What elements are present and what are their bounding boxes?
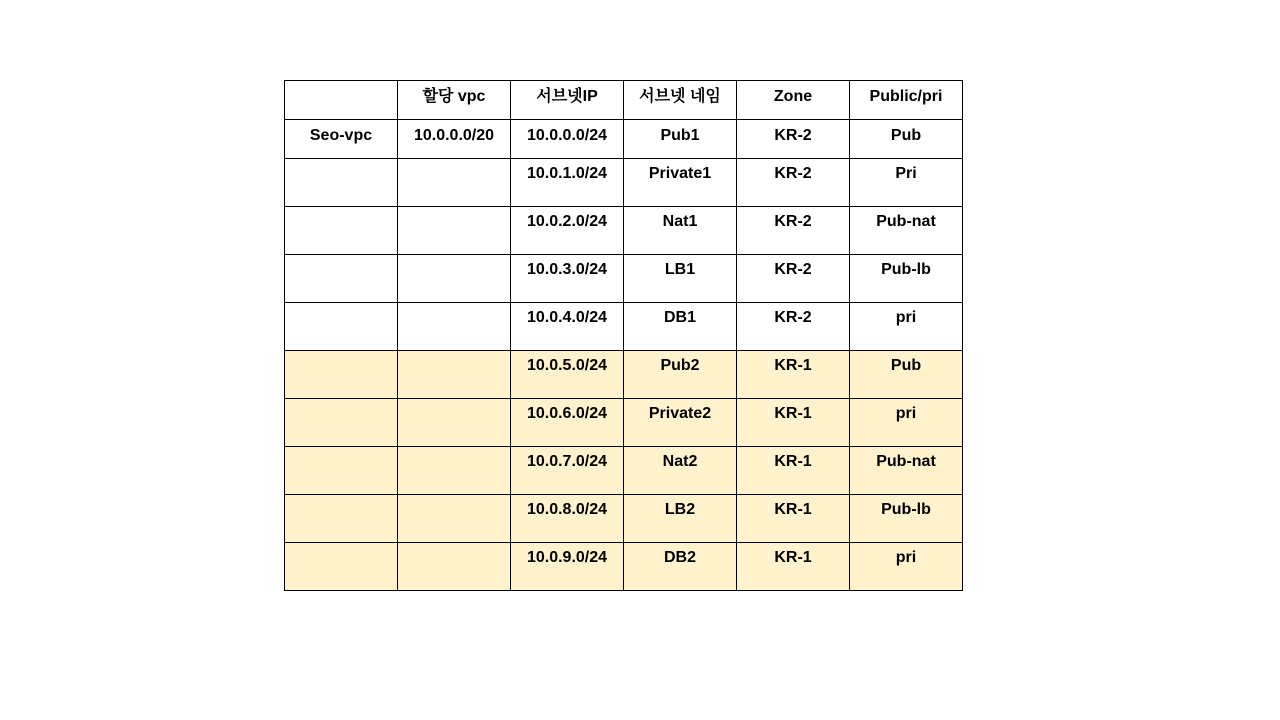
table-cell-vpc-name bbox=[285, 255, 398, 303]
table-cell-vpc-name bbox=[285, 543, 398, 591]
table-cell-public-pri: Pub-nat bbox=[850, 207, 963, 255]
table-cell-zone: KR-1 bbox=[737, 447, 850, 495]
table-cell-public-pri: pri bbox=[850, 303, 963, 351]
table-cell-subnet-name: Pub1 bbox=[624, 120, 737, 159]
table-cell-vpc-cidr bbox=[398, 351, 511, 399]
table-cell-vpc-cidr bbox=[398, 447, 511, 495]
table-row-highlighted bbox=[285, 351, 963, 399]
header-cell-subnet-name: 서브넷 네임 bbox=[624, 81, 737, 120]
table-cell-public-pri: Pub bbox=[850, 120, 963, 159]
table-cell-vpc-name: Seo-vpc bbox=[285, 120, 398, 159]
table-cell-subnet-name: DB1 bbox=[624, 303, 737, 351]
table-cell-public-pri: Pri bbox=[850, 159, 963, 207]
table-cell-public-pri: pri bbox=[850, 543, 963, 591]
table-cell-vpc-name bbox=[285, 207, 398, 255]
table-cell-subnet-ip: 10.0.3.0/24 bbox=[511, 255, 624, 303]
table-cell-subnet-ip: 10.0.8.0/24 bbox=[511, 495, 624, 543]
table-cell-vpc-cidr bbox=[398, 303, 511, 351]
table-cell-subnet-ip: 10.0.6.0/24 bbox=[511, 399, 624, 447]
table-cell-zone: KR-2 bbox=[737, 207, 850, 255]
table-cell-vpc-cidr bbox=[398, 495, 511, 543]
table-cell-public-pri: Pub bbox=[850, 351, 963, 399]
table-cell-subnet-ip: 10.0.2.0/24 bbox=[511, 207, 624, 255]
table-cell-zone: KR-2 bbox=[737, 159, 850, 207]
table-row-highlighted bbox=[285, 495, 963, 543]
subnet-table bbox=[284, 80, 963, 591]
header-cell-blank bbox=[285, 81, 398, 120]
table-cell-subnet-ip: 10.0.7.0/24 bbox=[511, 447, 624, 495]
table-row-highlighted bbox=[285, 399, 963, 447]
table-cell-vpc-cidr bbox=[398, 399, 511, 447]
table-row-highlighted bbox=[285, 543, 963, 591]
table-cell-vpc-name bbox=[285, 399, 398, 447]
table-row-highlighted bbox=[285, 447, 963, 495]
table-row bbox=[285, 303, 963, 351]
header-cell-subnet-ip: 서브넷IP bbox=[511, 81, 624, 120]
table-cell-subnet-ip: 10.0.5.0/24 bbox=[511, 351, 624, 399]
table-cell-vpc-cidr bbox=[398, 207, 511, 255]
header-cell-public-pri: Public/pri bbox=[850, 81, 963, 120]
table-cell-vpc-name bbox=[285, 447, 398, 495]
table-row bbox=[285, 159, 963, 207]
table-cell-zone: KR-1 bbox=[737, 495, 850, 543]
table-cell-zone: KR-1 bbox=[737, 543, 850, 591]
table-row bbox=[285, 207, 963, 255]
table-cell-vpc-cidr bbox=[398, 255, 511, 303]
table-cell-public-pri: Pub-lb bbox=[850, 495, 963, 543]
table-cell-public-pri: Pub-nat bbox=[850, 447, 963, 495]
table-cell-subnet-name: Private2 bbox=[624, 399, 737, 447]
header-cell-assigned-vpc: 할당 vpc bbox=[398, 81, 511, 120]
table-cell-subnet-name: Private1 bbox=[624, 159, 737, 207]
table-cell-subnet-name: Nat2 bbox=[624, 447, 737, 495]
table-cell-subnet-name: DB2 bbox=[624, 543, 737, 591]
table-cell-zone: KR-1 bbox=[737, 351, 850, 399]
table-cell-subnet-name: Pub2 bbox=[624, 351, 737, 399]
table-cell-subnet-name: LB1 bbox=[624, 255, 737, 303]
table-cell-zone: KR-2 bbox=[737, 120, 850, 159]
table-cell-vpc-cidr bbox=[398, 543, 511, 591]
table-cell-subnet-ip: 10.0.1.0/24 bbox=[511, 159, 624, 207]
table-cell-subnet-name: LB2 bbox=[624, 495, 737, 543]
table-cell-subnet-name: Nat1 bbox=[624, 207, 737, 255]
table-cell-zone: KR-1 bbox=[737, 399, 850, 447]
table-cell-subnet-ip: 10.0.4.0/24 bbox=[511, 303, 624, 351]
table-cell-vpc-name bbox=[285, 303, 398, 351]
table-cell-zone: KR-2 bbox=[737, 303, 850, 351]
table-cell-zone: KR-2 bbox=[737, 255, 850, 303]
header-cell-zone: Zone bbox=[737, 81, 850, 120]
table-cell-vpc-name bbox=[285, 351, 398, 399]
table-cell-subnet-ip: 10.0.9.0/24 bbox=[511, 543, 624, 591]
table-cell-public-pri: Pub-lb bbox=[850, 255, 963, 303]
table-header-row bbox=[285, 81, 963, 120]
table-cell-subnet-ip: 10.0.0.0/24 bbox=[511, 120, 624, 159]
table-cell-vpc-name bbox=[285, 495, 398, 543]
table-cell-public-pri: pri bbox=[850, 399, 963, 447]
table-row bbox=[285, 255, 963, 303]
table-cell-vpc-cidr: 10.0.0.0/20 bbox=[398, 120, 511, 159]
table-row bbox=[285, 120, 963, 159]
table-cell-vpc-cidr bbox=[398, 159, 511, 207]
table-cell-vpc-name bbox=[285, 159, 398, 207]
